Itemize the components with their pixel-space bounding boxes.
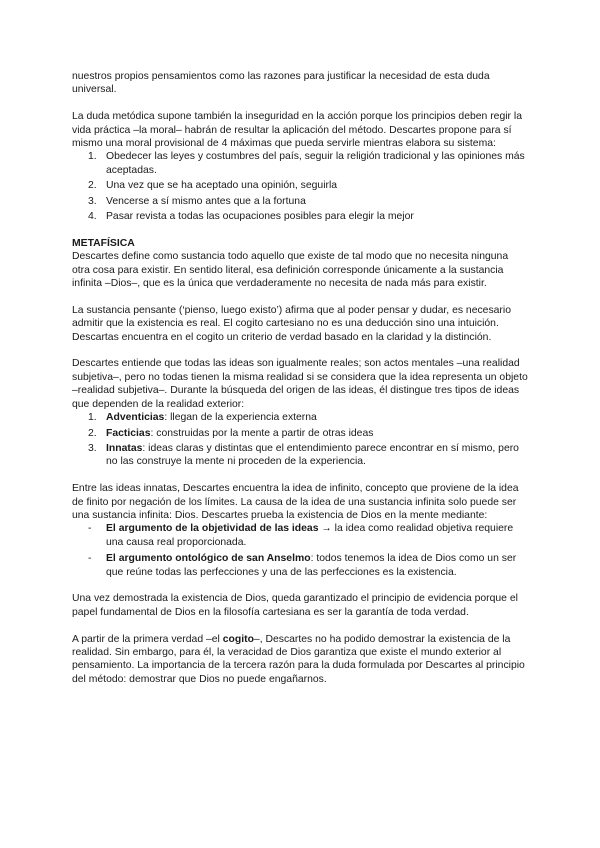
idea-term: Adventicias bbox=[106, 412, 165, 424]
section-heading-metafisica: METAFÍSICA bbox=[72, 237, 135, 249]
list-item-text: : construidas por la mente a partir de otras ideas bbox=[150, 427, 374, 439]
paragraph-cogito: La sustancia pensante (‘pienso, luego existo’) afirma que al poder pensar y dudar, es necesario admitir que la existencia es real. El cogito cartesiano no es una deducción sino una intuición. Descartas encuentra en el cogito un criterio de verdad basado en la claridad y la distinción. bbox=[72, 304, 511, 343]
list-item bbox=[72, 522, 528, 549]
list-item bbox=[72, 442, 528, 469]
list-number: 4. bbox=[88, 211, 97, 223]
paragraph-first-truth bbox=[72, 633, 528, 687]
list-item-text: Una vez que se ha aceptado una opinión, seguirla bbox=[106, 180, 338, 192]
list-item-text: Obedecer las leyes y costumbres del país, seguir la religión tradicional y las opiniones más aceptadas. bbox=[106, 151, 525, 176]
idea-term: Innatas bbox=[106, 442, 143, 454]
list-item-text: Pasar revista a todas las ocupaciones posibles para elegir la mejor bbox=[106, 211, 414, 223]
list-item-text: Vencerse a sí mismo antes que a la fortuna bbox=[106, 195, 306, 207]
paragraph-evidence: Una vez demostrada la existencia de Dios, queda garantizado el principio de evidencia porque el papel fundamental de Dios en la filosofía cartesiana es ser la garantía de toda verdad. bbox=[72, 593, 518, 618]
list-item-text: : todos tenemos la idea de Dios como un ser que reúne todas las perfecciones y una de las perfecciones es la existencia. bbox=[106, 553, 517, 578]
cogito-term: cogito bbox=[222, 633, 254, 645]
list-item bbox=[72, 427, 528, 440]
idea-term: Facticias bbox=[106, 427, 151, 439]
argument-term: El argumento de la objetividad de las ideas bbox=[106, 523, 319, 535]
paragraph-infinite: Entre las ideas innatas, Descartes encuentra la idea de infinito, concepto que proviene de la idea de finito por negación de los límites. La causa de la idea de una sustancia infinita solo puede ser una sustancia infinita: Dios. Descartes prueba la existencia de Dios en la mente mediante: bbox=[72, 483, 519, 521]
list-number: 2. bbox=[88, 427, 97, 439]
maxims-list bbox=[72, 150, 528, 223]
list-item-text: → la idea como realidad objetiva requiere una causa real proporcionada. bbox=[106, 523, 514, 548]
list-item-text: : ideas claras y distintas que el entendimiento parece encontrar en sí mismo, pero no las construye la mente ni proceden de la experiencia. bbox=[106, 442, 519, 468]
paragraph-methodical-doubt: La duda metódica supone también la inseguridad en la acción porque los principios deben regir la vida práctica –la moral– habrán de resultar la aplicación del método. Descartes propone para sí mismo una moral provisional de 4 máximas que pueda servirle mientras elabora su sistema: bbox=[72, 111, 522, 150]
paragraph-intro: nuestros propios pensamientos como las razones para justificar la necesidad de esta duda universal. bbox=[72, 71, 490, 96]
list-item bbox=[72, 150, 528, 177]
paragraph-substance: Descartes define como sustancia todo aquello que existe de tal modo que no necesita ninguna otra cosa para existir. En sentido literal, esa definición corresponde únicamente a la sustancia infinita –Dios–, que es la única que verdaderamente no necesita de nada más para existir. bbox=[72, 251, 509, 290]
list-item bbox=[72, 552, 528, 579]
ideas-list bbox=[72, 411, 528, 469]
list-dash: - bbox=[88, 553, 92, 565]
list-number: 2. bbox=[88, 180, 97, 192]
list-dash: - bbox=[88, 523, 92, 535]
list-item bbox=[72, 195, 528, 208]
paragraph-ideas: Descartes entiende que todas las ideas son igualmente reales; son actos mentales –una realidad subjetiva–, pero no todas tienen la misma realidad si se considera que la idea representa un objeto –realidad subjetiva–. Durante la búsqueda del origen de las ideas, él distingue tres tipos de ideas que dependen de la realidad exterior: bbox=[72, 358, 528, 410]
argument-term: El argumento ontológico de san Anselmo bbox=[106, 553, 311, 565]
list-number: 1. bbox=[88, 151, 97, 163]
list-number: 1. bbox=[88, 412, 97, 424]
list-item bbox=[72, 179, 528, 192]
list-item bbox=[72, 411, 528, 424]
arguments-list bbox=[72, 522, 528, 579]
list-number: 3. bbox=[88, 442, 97, 454]
text-run: A partir de la primera verdad –el bbox=[72, 633, 223, 645]
text-run: –, Descartes no ha podido demostrar la existencia de la realidad. Sin embargo, para él, la veracidad de Dios garantiza que existe el mundo exterior al pensamiento. La importancia de la tercera razón para la duda formulada por Descartes al principio del método: demostrar que Dios no puede engañarnos. bbox=[72, 633, 525, 685]
list-number: 3. bbox=[88, 195, 97, 207]
list-item bbox=[72, 210, 528, 223]
list-item-text: : llegan de la experiencia externa bbox=[164, 412, 317, 424]
